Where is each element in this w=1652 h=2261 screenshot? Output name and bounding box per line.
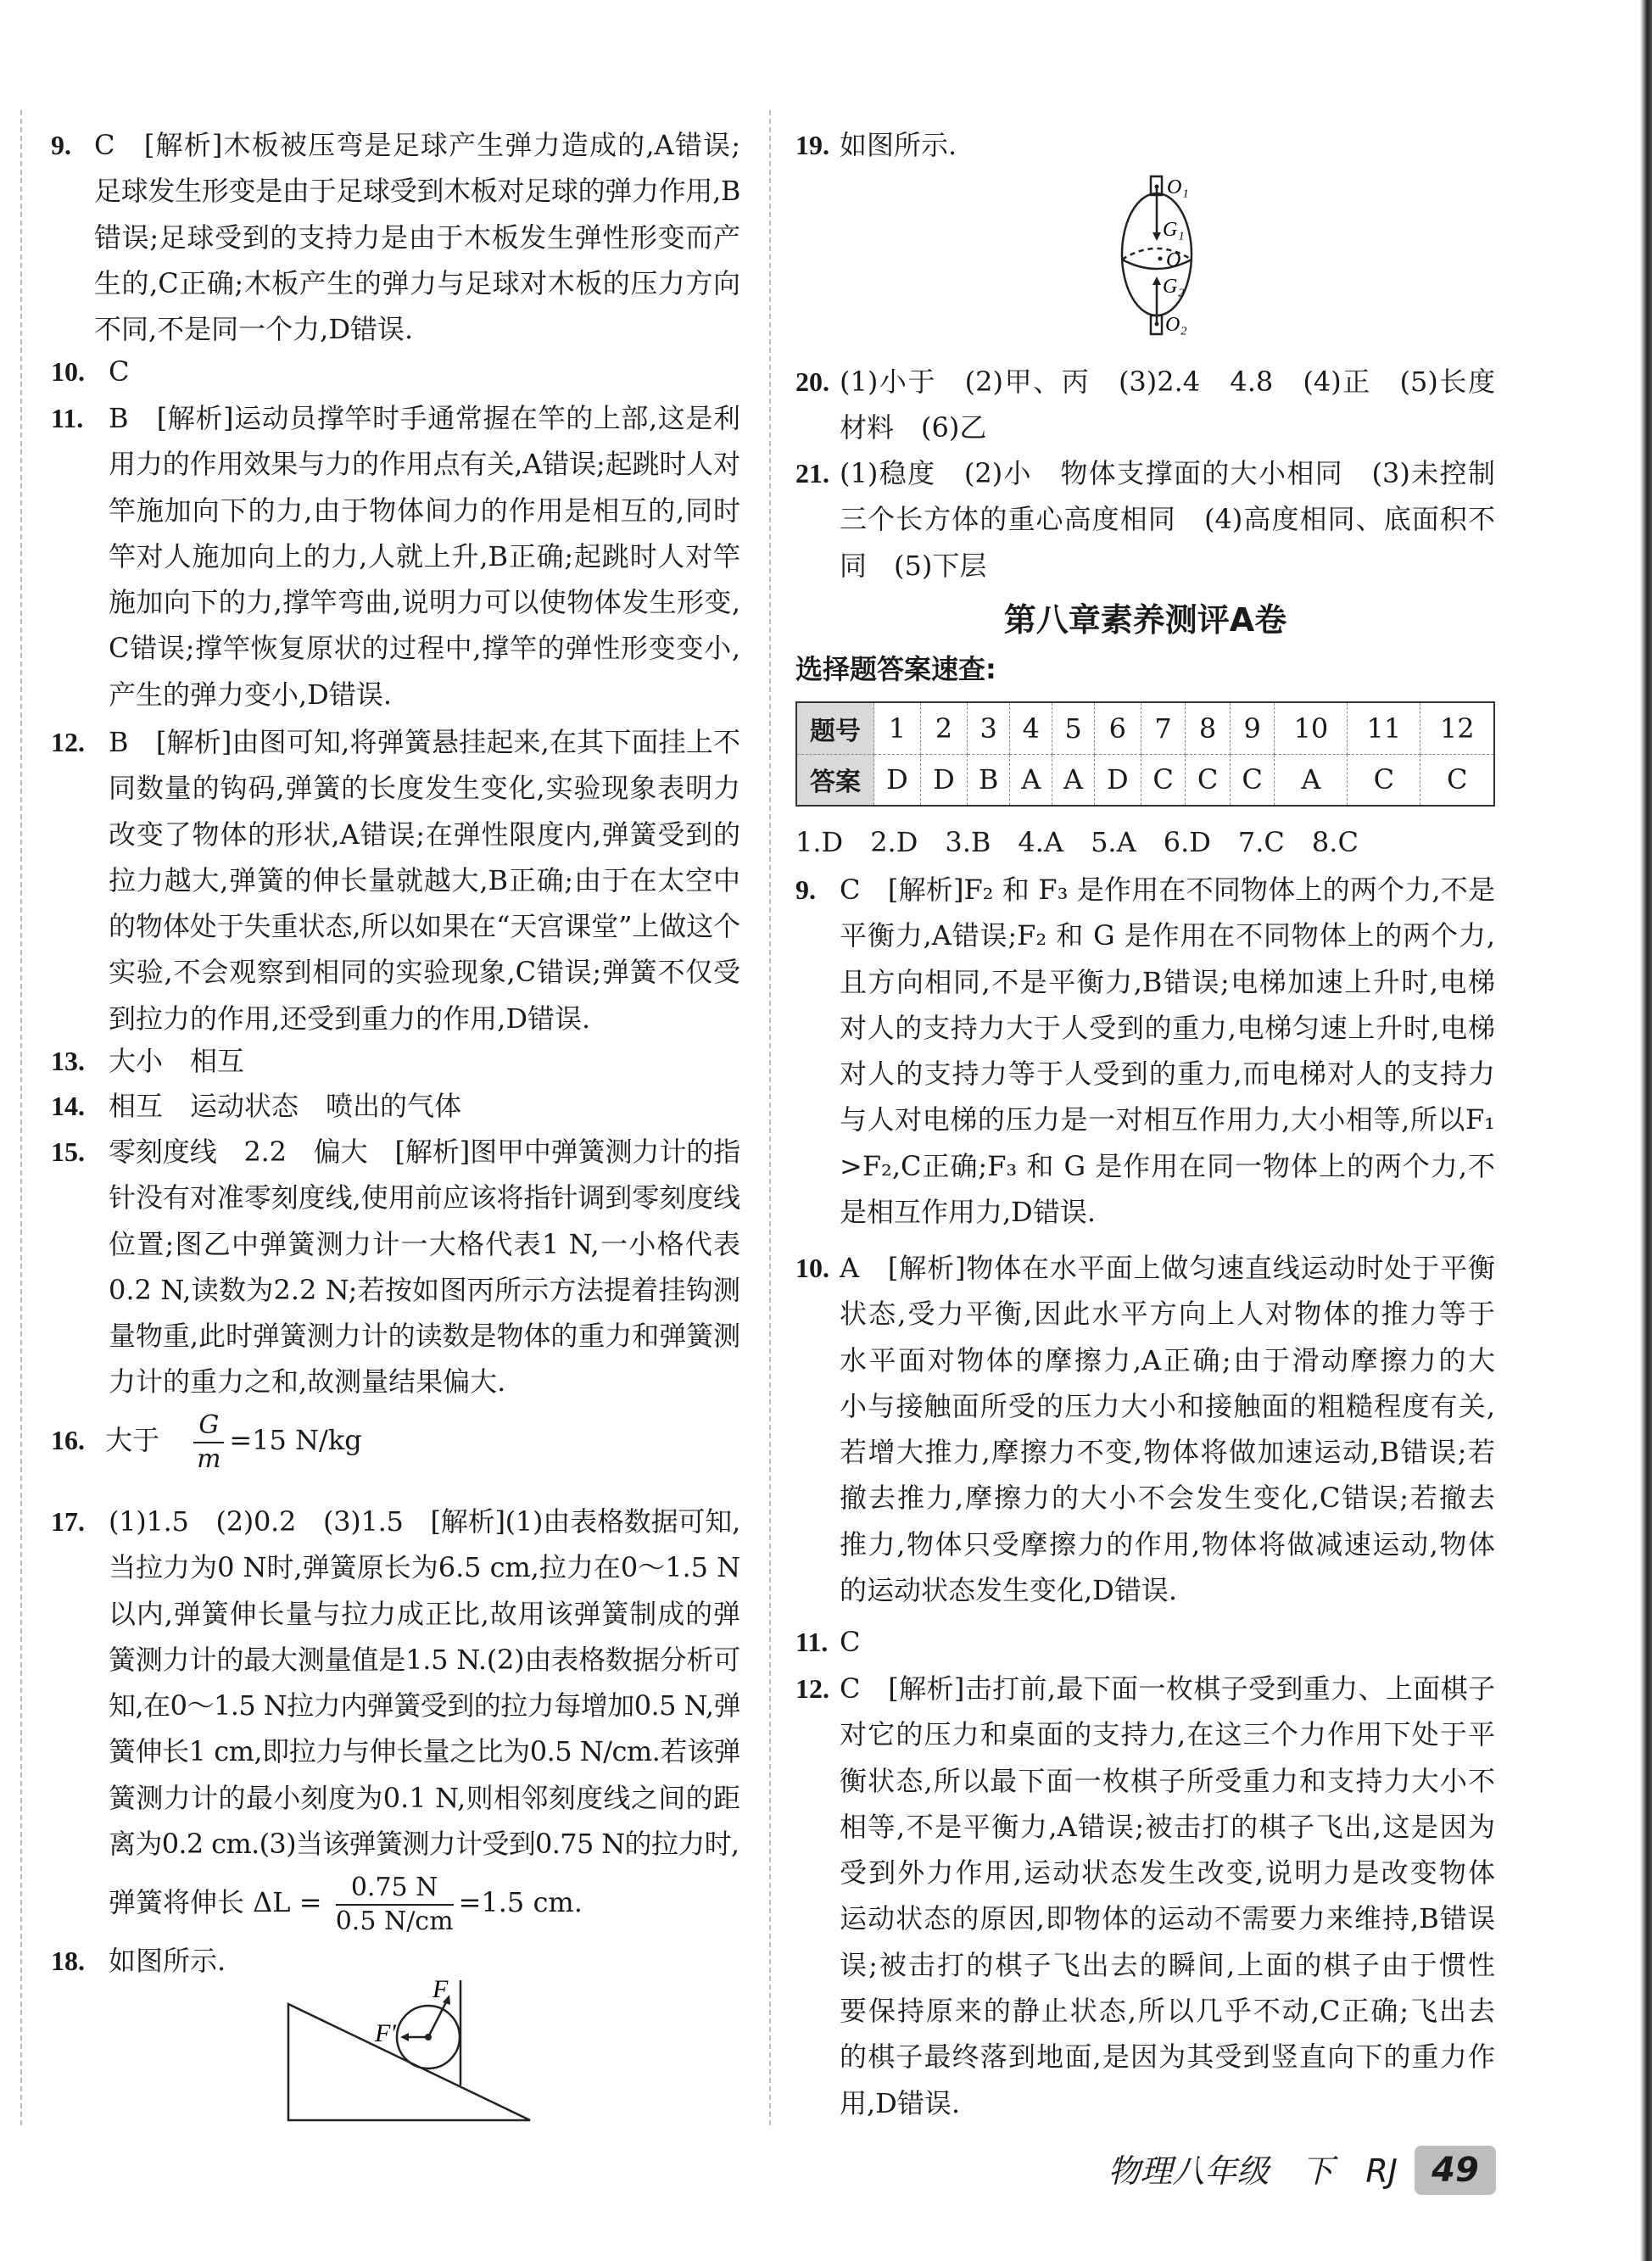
- book-title: 物理八年级 下 RJ: [1108, 2152, 1398, 2190]
- question-number: 9.: [51, 130, 71, 160]
- text-line: 的运动状态发生变化,D错误.: [840, 1574, 1178, 1607]
- label-o: O: [1166, 249, 1181, 271]
- question-15: [51, 1129, 740, 1405]
- text-line: C错误;撑竿恢复原状的过程中,撑竿的弹性形变变小,: [109, 632, 740, 665]
- question-number-cell: 3: [967, 702, 1010, 754]
- quick-check-label: 选择题答案速查:: [795, 653, 996, 685]
- text-line: 材料 (6)乙: [840, 411, 987, 444]
- text-line: B [解析]由图可知,将弹簧悬挂起来,在其下面挂上不: [109, 726, 740, 758]
- question-number: 12.: [795, 1673, 829, 1704]
- text-line: 受到外力作用,运动状态发生改变,说明力是改变物体: [840, 1856, 1495, 1890]
- row-label: 题号: [796, 702, 874, 754]
- text-line: (1)1.5 (2)0.2 (3)1.5 [解析](1)由表格数据可知,: [109, 1505, 740, 1538]
- text-line: >F₂,C正确;F₃ 和 G 是作用在同一物体上的两个力,不: [840, 1149, 1495, 1182]
- text-line: 水平面对物体的摩擦力,A正确;由于滑动摩擦力的大: [840, 1343, 1495, 1376]
- text-line: 竿对人施加向上的力,人就上升,B正确;起跳时人对竿: [109, 539, 740, 572]
- text-line: 如图所示.: [840, 129, 957, 161]
- text-line: 衡状态,所以最下面一枚棋子所受重力和支持力大小不: [840, 1764, 1495, 1797]
- question-number: 18.: [51, 1946, 85, 1976]
- text-line: 如图所示.: [109, 1945, 226, 1977]
- text-line: 零刻度线 2.2 偏大 [解析]图甲中弹簧测力计的指: [109, 1136, 740, 1168]
- text-line: 相互 运动状态 喷出的气体: [109, 1090, 462, 1122]
- question-19: [795, 122, 1495, 168]
- question-number: 16.: [51, 1425, 85, 1455]
- text-line: 簧测力计的最小刻度为0.1 N,则相邻刻度线之间的距: [109, 1781, 740, 1814]
- answer-cell: C: [1348, 754, 1420, 806]
- question-number: 10.: [795, 1253, 829, 1283]
- label-g1: G₁: [1163, 219, 1185, 241]
- text-line: 误;被击打的棋子飞出去的瞬间,上面的棋子由于惯性: [840, 1948, 1495, 1981]
- formula-result: =1.5 cm.: [458, 1886, 583, 1918]
- text-line: C [解析]F₂ 和 F₃ 是作用在不同物体上的两个力,不是: [840, 874, 1495, 906]
- answer-cell: C: [1420, 754, 1494, 806]
- text-line: 施加向下的力,撑竿弯曲,说明力可以使物体发生形变,: [109, 586, 740, 619]
- text-line: 要保持原来的静止状态,所以几乎不动,C正确;飞出去: [840, 1995, 1495, 2028]
- answer-cell: A: [1275, 754, 1348, 806]
- column-divider-left: [20, 110, 22, 2125]
- question-number: 20.: [795, 366, 829, 397]
- text-line: C: [109, 355, 130, 388]
- text-line: (1)稳度 (2)小 物体支撑面的大小相同 (3)未控制: [840, 457, 1495, 489]
- text-line: 是相互作用力,D错误.: [840, 1196, 1097, 1229]
- answer-cell: B: [967, 754, 1010, 806]
- text-line: 产生的弹力变小,D错误.: [109, 678, 393, 711]
- question-number-cell: 5: [1052, 702, 1095, 754]
- question-number: 13.: [51, 1046, 85, 1076]
- text-line: 撤去推力,摩擦力的大小不会发生变化,C错误;若撤去: [840, 1482, 1495, 1515]
- fraction-denominator: m: [197, 1443, 221, 1474]
- question-number: 14.: [51, 1091, 85, 1121]
- section-title: 第八章素养测评A卷: [1003, 601, 1287, 639]
- text-line: A [解析]物体在水平面上做匀速直线运动时处于平衡: [840, 1252, 1495, 1284]
- answer-cell: A: [1010, 754, 1052, 806]
- text-line: B [解析]运动员撑竿时手通常握在竿的上部,这是利: [109, 402, 740, 434]
- question-number: 9.: [795, 874, 816, 905]
- text-line: 簧伸长1 cm,即拉力与伸长量之比为0.5 N/cm.若该弹: [109, 1735, 740, 1768]
- text-line: 若增大推力,摩擦力不变,物体将做加速运动,B错误;若: [840, 1436, 1495, 1469]
- question-number-cell: 1: [874, 702, 921, 754]
- question-12: [795, 1666, 1495, 2126]
- table-row-numbers: [796, 702, 1494, 754]
- question-number: 11.: [795, 1627, 829, 1657]
- answer-text: 大于: [105, 1424, 160, 1456]
- quick-answers: 1.D 2.D 3.B 4.A 5.A 6.D 7.C 8.C: [795, 826, 1359, 858]
- label-o1: O₁: [1167, 176, 1189, 198]
- label-fprime: F′: [375, 2019, 396, 2047]
- question-14: [51, 1083, 740, 1129]
- text-line: 力计的重力之和,故测量结果偏大.: [109, 1365, 506, 1398]
- text-line: 用力的作用效果与力的作用点有关,A错误;起跳时人对: [109, 448, 740, 481]
- text-line: 到拉力的作用,还受到重力的作用,D错误.: [109, 1002, 591, 1035]
- question-12: [51, 719, 740, 1041]
- text-line: 同数量的钩码,弹簧的长度发生变化,实验现象表明力: [109, 772, 740, 805]
- question-21: [795, 450, 1495, 589]
- question-number-cell: 8: [1186, 702, 1231, 754]
- text-line: 的棋子最终落到地面,是因为其受到竖直向下的重力作: [840, 2040, 1495, 2074]
- question-number: 15.: [51, 1136, 85, 1167]
- answer-cell: A: [1052, 754, 1095, 806]
- text-line: 对人的支持力等于人受到的重力,而电梯对人的支持力: [840, 1058, 1495, 1091]
- figure-18-incline-ball: [254, 1929, 560, 2141]
- question-number-cell: 6: [1094, 702, 1141, 754]
- text-line: 量物重,此时弹簧测力计的读数是物体的重力和弹簧测: [109, 1320, 740, 1353]
- formula-prefix: 弹簧将伸长 ΔL =: [109, 1886, 322, 1918]
- question-13: [51, 1038, 740, 1084]
- answer-cell: C: [1186, 754, 1231, 806]
- text-line: C [解析]击打前,最下面一枚棋子受到重力、上面棋子: [840, 1672, 1495, 1705]
- question-number: 17.: [51, 1506, 85, 1537]
- question-number: 11.: [51, 403, 84, 433]
- text-line: 竿施加向下的力,由于物体间力的作用是相互的,同时: [109, 494, 740, 527]
- text-line: 对它的压力和桌面的支持力,在这三个力作用下处于平: [840, 1718, 1495, 1751]
- question-16: [51, 1398, 362, 1482]
- text-line: C: [840, 1626, 861, 1658]
- text-line: 且方向相同,不是平衡力,B错误;电梯加速上升时,电梯: [840, 965, 1495, 998]
- text-line: 离为0.2 cm.(3)当该弹簧测力计受到0.75 N的拉力时,: [109, 1828, 739, 1861]
- text-line: 簧测力计的最大测量值是1.5 N.(2)由表格数据分析可: [109, 1643, 740, 1676]
- force-f-arrow: [428, 1999, 448, 2037]
- figure-19-sphere: [1086, 170, 1289, 352]
- question-number: 21.: [795, 458, 829, 488]
- answer-cell: D: [920, 754, 967, 806]
- question-11: [51, 395, 740, 717]
- answer-text: =15 N/kg: [229, 1424, 362, 1456]
- answer-cell: C: [1141, 754, 1186, 806]
- text-line: 推力,物体只受摩擦力的作用,物体将做减速运动,物体: [840, 1527, 1495, 1560]
- text-line: 知,在0～1.5 N拉力内弹簧受到的拉力每增加0.5 N,弹: [109, 1689, 740, 1722]
- question-10: [795, 1245, 1495, 1613]
- q17-formula: [109, 1868, 583, 1938]
- text-line: 平衡力,A错误;F₂ 和 G 是作用在不同物体上的两个力,: [840, 919, 1495, 952]
- page-number: 49: [1415, 2146, 1496, 2195]
- text-line: 对人的支持力大于人受到的重力,电梯匀速上升时,电梯: [840, 1011, 1495, 1044]
- answer-cell: D: [1094, 754, 1141, 806]
- text-line: 位置;图乙中弹簧测力计一大格代表1 N,一小格代表: [109, 1227, 740, 1260]
- fraction: [336, 1872, 454, 1938]
- question-9: [795, 867, 1495, 1235]
- text-line: 足球发生形变是由于足球受到木板对足球的弹力作用,B: [94, 175, 740, 208]
- question-20: [795, 359, 1495, 451]
- text-line: 相等,不是平衡力,A错误;被击打的棋子飞出,这是因为: [840, 1810, 1495, 1843]
- text-line: 运动状态的原因,即物体的运动不需要力来维持,B错误: [840, 1902, 1495, 1935]
- text-line: 与人对电梯的压力是一对相互作用力,大小相等,所以F₁: [840, 1103, 1495, 1136]
- text-line: 状态,受力平衡,因此水平方向上人对物体的推力等于: [840, 1298, 1495, 1331]
- text-line: 三个长方体的重心高度相同 (4)高度相同、底面积不: [840, 503, 1495, 536]
- text-line: 针没有对准零刻度线,使用前应该将指针调到零刻度线: [109, 1181, 740, 1214]
- answer-cell: D: [874, 754, 921, 806]
- page-edge: [1640, 0, 1652, 2261]
- question-number: 10.: [51, 356, 85, 387]
- text-line: 错误;足球受到的支持力是由于木板发生弹性形变而产: [94, 221, 740, 254]
- answer-cell: C: [1230, 754, 1275, 806]
- text-line: 同 (5)下层: [840, 549, 987, 582]
- row-label: 答案: [796, 754, 874, 806]
- column-divider-center: [769, 110, 771, 2125]
- answer-table: [795, 701, 1495, 807]
- label-g2: G₂: [1163, 276, 1185, 298]
- question-number-cell: 2: [920, 702, 967, 754]
- text-line: 改变了物体的形状,A错误;在弹性限度内,弹簧受到的: [109, 818, 740, 851]
- text-line: 小与接触面所受的压力大小和接触面的粗糙程度有关,: [840, 1389, 1495, 1422]
- text-line: 不同,不是同一个力,D错误.: [94, 313, 414, 346]
- text-line: 实验,不会观察到相同的实验现象,C错误;弹簧不仅受: [109, 956, 740, 989]
- question-11: [795, 1619, 1495, 1665]
- fraction-denominator: 0.5 N/cm: [335, 1906, 454, 1936]
- fraction-numerator: 0.75 N: [336, 1872, 454, 1906]
- question-9: [51, 122, 740, 352]
- question-number-cell: 7: [1141, 702, 1186, 754]
- text-line: 0.2 N,读数为2.2 N;若按如图丙所示方法提着挂钩测: [109, 1273, 740, 1306]
- text-line: 用,D错误.: [840, 2086, 961, 2119]
- question-number: 12.: [51, 727, 85, 757]
- question-number-cell: 11: [1348, 702, 1420, 754]
- question-number: 19.: [795, 130, 829, 160]
- text-line: 生的,C正确;木板产生的弹力与足球对木板的压力方向: [94, 266, 740, 299]
- fraction: [193, 1410, 224, 1476]
- question-number-cell: 10: [1275, 702, 1348, 754]
- text-line: 大小 相互: [109, 1045, 245, 1077]
- text-line: 当拉力为0 N时,弹簧原长为6.5 cm,拉力在0～1.5 N: [109, 1551, 740, 1584]
- text-line: 的物体处于失重状态,所以如果在“天宫课堂”上做这个: [109, 910, 740, 943]
- text-line: C [解析]木板被压弯是足球产生弹力造成的,A错误;: [94, 129, 740, 161]
- table-row-answers: [796, 754, 1494, 806]
- question-10: [51, 349, 740, 394]
- label-f: F: [433, 1975, 449, 2003]
- question-number-cell: 4: [1010, 702, 1052, 754]
- question-number-cell: 9: [1230, 702, 1275, 754]
- fraction-numerator: G: [193, 1410, 224, 1443]
- text-line: (1)小于 (2)甲、丙 (3)2.4 4.8 (4)正 (5)长度: [840, 366, 1495, 398]
- text-line: 以内,弹簧伸长量与拉力成正比,故用该弹簧制成的弹: [109, 1597, 740, 1630]
- question-17: [51, 1499, 740, 1867]
- text-line: 拉力越大,弹簧的伸长量就越大,B正确;由于在太空中: [109, 863, 740, 896]
- label-o2: O₂: [1165, 314, 1187, 336]
- question-number-cell: 12: [1420, 702, 1494, 754]
